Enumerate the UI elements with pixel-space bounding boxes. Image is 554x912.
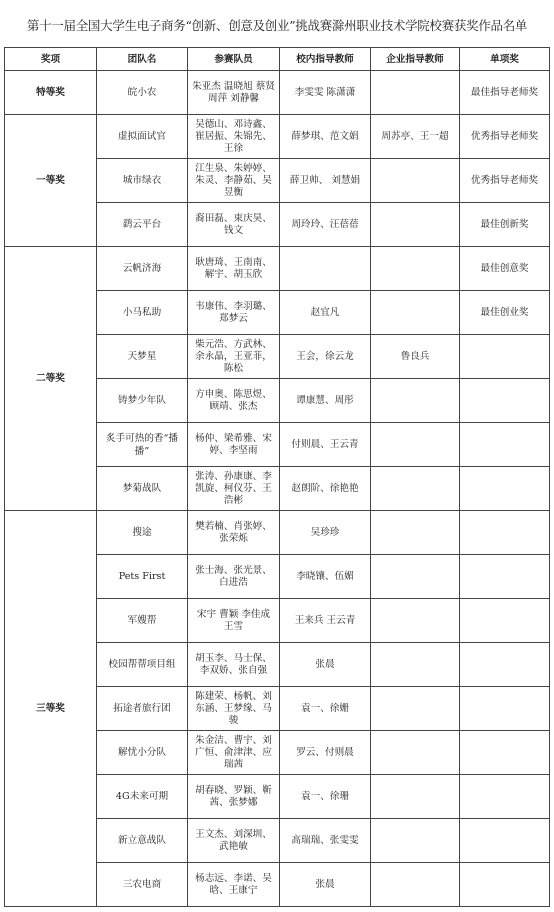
school-teacher-cell: 赵朗阶、徐艳艳 (280, 467, 371, 511)
team-name-cell: 鹞云平台 (97, 203, 188, 247)
company-teacher-cell (371, 819, 460, 863)
special-award-cell: 优秀指导老师奖 (460, 115, 550, 159)
page-title: 第十一届全国大学生电子商务“创新、创意及创业”挑战赛滁州职业技术学院校赛获奖作品名单 (26, 18, 528, 33)
team-name-cell: 三农电商 (97, 863, 188, 907)
company-teacher-cell (371, 731, 460, 775)
team-name-cell: 炙手可热的香“播播” (97, 423, 188, 467)
school-teacher-cell: 王会，徐云龙 (280, 335, 371, 379)
company-teacher-cell (371, 775, 460, 819)
company-teacher-cell (371, 863, 460, 907)
special-award-cell (460, 379, 550, 423)
special-award-cell (460, 819, 550, 863)
company-teacher-cell: 周苏亭、王一超 (371, 115, 460, 159)
special-award-cell (460, 687, 550, 731)
team-name-cell: 城市绿衣 (97, 159, 188, 203)
award-level-cell: 一等奖 (5, 115, 97, 247)
members-cell: 韦康伟、李羽璐、郑梦云 (188, 291, 280, 335)
members-cell: 胡玉李、马士保、李双娇、张自强 (188, 643, 280, 687)
school-teacher-cell: 袁一、徐姗 (280, 687, 371, 731)
award-table (4, 47, 550, 907)
team-name-cell: 解忧小分队 (97, 731, 188, 775)
special-award-cell: 最佳创新奖 (460, 203, 550, 247)
members-cell: 张士海、张光景、白进浩 (188, 555, 280, 599)
header-team: 团队名 (97, 48, 188, 71)
team-name-cell: 新立意战队 (97, 819, 188, 863)
school-teacher-cell: 袁一、徐珊 (280, 775, 371, 819)
special-award-cell: 最佳指导老师奖 (460, 71, 550, 115)
team-name-cell: 铸梦少年队 (97, 379, 188, 423)
school-teacher-cell: 付则晨、王云青 (280, 423, 371, 467)
team-name-cell: 皖小农 (97, 71, 188, 115)
members-cell: 王文杰、刘深圳、武艳敏 (188, 819, 280, 863)
team-name-cell: 拓途者旅行团 (97, 687, 188, 731)
team-name-cell: 军嫂帮 (97, 599, 188, 643)
school-teacher-cell: 薛卫帅、 刘慧娟 (280, 159, 371, 203)
table-row (5, 115, 550, 159)
members-cell: 胡春晓、罗颖、靳茜、张梦娜 (188, 775, 280, 819)
special-award-cell: 最佳创业奖 (460, 291, 550, 335)
special-award-cell: 优秀指导老师奖 (460, 159, 550, 203)
table-body (5, 71, 550, 907)
team-name-cell: Pets First (97, 555, 188, 599)
team-name-cell: 天梦星 (97, 335, 188, 379)
header-special-award: 单项奖 (460, 48, 550, 71)
school-teacher-cell: 高瑞瑞、张雯雯 (280, 819, 371, 863)
team-name-cell: 4G未来可期 (97, 775, 188, 819)
school-teacher-cell: 罗云、付则晨 (280, 731, 371, 775)
company-teacher-cell (371, 511, 460, 555)
special-award-cell (460, 643, 550, 687)
company-teacher-cell (371, 599, 460, 643)
company-teacher-cell (371, 643, 460, 687)
special-award-cell (460, 511, 550, 555)
members-cell: 朱金洁、曹宇、刘广恒、俞津津、应瑞茜 (188, 731, 280, 775)
team-name-cell: 梦菊战队 (97, 467, 188, 511)
members-cell: 张涛、孙康康、李凯旋、柯仪芬、王浩彬 (188, 467, 280, 511)
members-cell: 吴德山、邓诗鑫、崔居振、朱锦先、王徐 (188, 115, 280, 159)
team-name-cell: 虚拟面试官 (97, 115, 188, 159)
members-cell: 杨志远、李诺、吴晗、王康宁 (188, 863, 280, 907)
school-teacher-cell: 薛梦琪、范文娟 (280, 115, 371, 159)
header-members: 参赛队员 (188, 48, 280, 71)
special-award-cell (460, 599, 550, 643)
header-school-teacher: 校内指导教师 (280, 48, 371, 71)
special-award-cell (460, 731, 550, 775)
school-teacher-cell: 赵宜凡 (280, 291, 371, 335)
special-award-cell (460, 423, 550, 467)
members-cell: 江生泉、朱婷婷、朱灵、李静茹、吴昱衡 (188, 159, 280, 203)
members-cell: 陈建荣、杨帆、刘东涵、王梦缘、马骏 (188, 687, 280, 731)
award-level-cell: 二等奖 (5, 247, 97, 511)
school-teacher-cell (280, 247, 371, 291)
award-level-cell: 三等奖 (5, 511, 97, 907)
company-teacher-cell (371, 203, 460, 247)
members-cell: 方申奥、陈思煜、顾靖、张杰 (188, 379, 280, 423)
members-cell: 裔田磊、束庆昊、钱文 (188, 203, 280, 247)
company-teacher-cell (371, 379, 460, 423)
company-teacher-cell (371, 71, 460, 115)
members-cell: 宋宇 曹颖 李佳成 王雪 (188, 599, 280, 643)
school-teacher-cell: 王来兵 王云青 (280, 599, 371, 643)
members-cell: 樊若楠、肖张婷、张荣烁 (188, 511, 280, 555)
table-row (5, 511, 550, 555)
school-teacher-cell: 张晨 (280, 863, 371, 907)
team-name-cell: 云帆济海 (97, 247, 188, 291)
award-level-cell: 特等奖 (5, 71, 97, 115)
special-award-cell (460, 555, 550, 599)
special-award-cell (460, 335, 550, 379)
school-teacher-cell: 李雯雯 陈潇潇 (280, 71, 371, 115)
school-teacher-cell: 周玲玲、汪蓓蓓 (280, 203, 371, 247)
members-cell: 朱亚杰 温晓旭 蔡贤 周萍 刘静馨 (188, 71, 280, 115)
members-cell: 柴元浩、方武林、余永晶，王亚菲，陈松 (188, 335, 280, 379)
team-name-cell: 搜途 (97, 511, 188, 555)
company-teacher-cell (371, 555, 460, 599)
special-award-cell (460, 467, 550, 511)
company-teacher-cell (371, 159, 460, 203)
team-name-cell: 小马私助 (97, 291, 188, 335)
school-teacher-cell: 李晓镶、伍媚 (280, 555, 371, 599)
company-teacher-cell: 鲁良兵 (371, 335, 460, 379)
school-teacher-cell: 谭康慧、周彤 (280, 379, 371, 423)
header-company-teacher: 企业指导教师 (371, 48, 460, 71)
school-teacher-cell: 张晨 (280, 643, 371, 687)
special-award-cell (460, 775, 550, 819)
company-teacher-cell (371, 291, 460, 335)
special-award-cell: 最佳创意奖 (460, 247, 550, 291)
team-name-cell: 校园帮帮项目组 (97, 643, 188, 687)
table-row (5, 71, 550, 115)
header-award: 奖项 (5, 48, 97, 71)
company-teacher-cell (371, 247, 460, 291)
company-teacher-cell (371, 467, 460, 511)
table-header-row (5, 48, 550, 71)
company-teacher-cell (371, 687, 460, 731)
school-teacher-cell: 吴珍珍 (280, 511, 371, 555)
special-award-cell (460, 863, 550, 907)
company-teacher-cell (371, 423, 460, 467)
members-cell: 杨仲、梁希雅、宋婷、李坚雨 (188, 423, 280, 467)
members-cell: 耿唐琦、王南南、解宇、胡玉欣 (188, 247, 280, 291)
table-row (5, 247, 550, 291)
